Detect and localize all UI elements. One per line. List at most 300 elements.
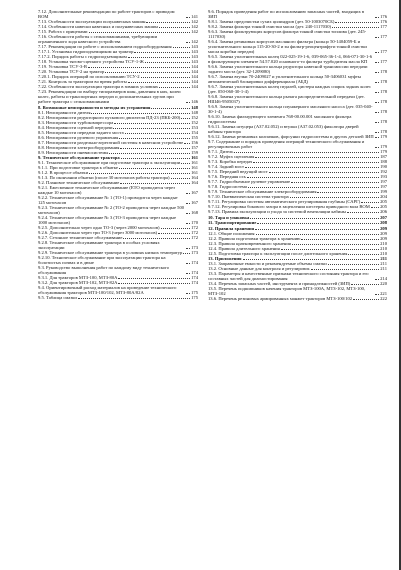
toc-entry-title: 13.1. Заправочные емкости и рекомендуемые объемы смазки [208,261,327,266]
toc-page-number: 210 [380,250,387,256]
toc-page-number: 148 [191,109,198,115]
toc-page-number: 164 [191,180,198,185]
toc-page-number: 221 [380,291,387,296]
toc-leader-dots [255,229,379,230]
toc-leader-dots [113,128,190,129]
toc-entry [38,9,198,19]
toc-entry-title: 9.7.6. Передняя ось [208,174,246,179]
toc-entry [208,286,387,296]
toc-page-number: 152 [191,119,198,125]
toc-entry [38,89,198,104]
toc-entry [208,9,387,19]
toc-entry-title: 9.7. Содержание и порядок проведения операций технического обслуживания и регулировочных работ [208,139,365,149]
toc-leader-dots [328,264,380,265]
toc-page-number: 209 [380,230,387,236]
toc-entry-title: 9.7.1. Дизель [208,149,234,154]
toc-leader-dots [128,82,190,83]
toc-leader-dots [253,162,379,163]
toc-leader-dots [361,202,379,203]
toc-entry [208,209,387,214]
toc-leader-dots [89,173,190,174]
toc-leader-dots [114,123,190,124]
toc-entry-title: 11. Транспортирование [208,220,257,225]
toc-entry [208,104,387,114]
toc-leader-dots [348,254,379,255]
toc-leader-dots [375,122,379,123]
toc-entry-title: 9.2.2. Техническое обслуживание № 1 (ТО-1) проводится через каждые 125 моточасов [38,195,178,205]
toc-page-number: 204 [380,194,387,199]
toc-leader-dots [281,249,379,250]
toc-page-number: 178 [380,119,387,124]
toc-leader-dots [118,278,190,279]
toc-leader-dots [120,148,190,149]
toc-entry-title: 7.23. Рекомендации по выбору типоразмеров шин, давления в них, колеи колес, работы и транспортных передач и дополнительных грузов при работе трактора с сельхозмашинами [38,89,181,104]
toc-entry-title: 9.2.7. Сезонное техническое обслуживание [38,235,123,240]
toc-page-number: 176 [380,19,387,24]
toc-leader-dots [375,112,379,113]
toc-page-number: 172 [191,230,198,235]
toc-entry-title: 9.2.4. Техническое обслуживание № 3 (ТО-3 проводится через каждые 1000 моточасов) [38,215,177,225]
toc-leader-dots [184,143,190,144]
toc-entry-title: 9.2.8. Техническое обслуживание трактора в особых условиях эксплуатации [38,240,160,250]
toc-entry-title: 10. Тара и упаковка [208,214,250,220]
toc-page-number: 210 [380,240,387,246]
toc-entry-title: 9.6.7. Замена уплотнительных колец педалей, цистерн каждых спарок задних колес (дет. 050-060-30-1-4) [208,84,372,94]
toc-leader-dots [128,57,190,58]
toc-leader-dots [120,183,190,184]
toc-entry-title: 8. Возможные неисправности и методы их устранения [38,104,151,110]
toc-page-number: 192 [380,169,387,174]
toc-entry-title: 13.3. Параметры и качественные признаки технического состояния трактора и его составных частей для диагностирования [208,271,369,281]
toc-entry-title: 12. Правила хранения [208,225,255,231]
toc-leader-dots [317,192,379,193]
toc-page-number: 209 [380,225,387,231]
toc-entry-title: 8.3. Неисправности турбокомпрессора [38,119,114,125]
toc-page-number: 168 [191,210,198,215]
toc-page-number: 197 [380,184,387,189]
toc-entry [38,150,198,155]
toc-leader-dots [290,197,379,198]
toc-entry [208,84,387,94]
toc-page-number: 172 [191,225,198,230]
toc-leader-dots [375,102,379,103]
toc-leader-dots [118,283,190,284]
toc-page-number: 207 [380,214,387,220]
toc-leader-dots [105,72,190,73]
toc-page-number: 142 [191,19,198,24]
toc-entry-title: 9.5. Таблица смазки [38,295,77,300]
toc-page-number: 220 [380,281,387,286]
toc-page-number: 178 [380,129,387,134]
toc-leader-dots [375,137,379,138]
toc-entry-title: 9.2.6. Дополнительно через три ТО-3 (через 3000 моточасов) [38,230,158,235]
toc-leader-dots [250,218,379,219]
toc-page-number: 187 [380,154,387,159]
toc-leader-dots [134,52,190,53]
toc-entry-title: 9.1.3. По окончании обкатки (после 30 моточасов работы трактора) [38,175,170,180]
toc-entry-title: 9.8.2. Замена фильтра тонкой очистки масла (дет. 240-1117030) [208,24,332,29]
toc-entry-title: 9.6.10. Замена фильтрующего элемента 768-00.00.001 масляного фильтра гидросистемы [208,114,352,124]
toc-leader-dots [159,87,190,88]
toc-page-number: 170 [191,220,198,225]
toc-entry [38,185,198,195]
toc-page-number: 142 [191,24,198,29]
toc-leader-dots [245,167,379,168]
toc-page-number: 199 [380,189,387,194]
toc-leader-dots [375,294,379,295]
toc-entry [208,124,387,134]
toc-page-number: 141 [191,14,198,19]
toc-entry [208,296,387,301]
toc-entry [208,29,387,39]
toc-page-number: 154 [191,129,198,135]
toc-entry-title: 7.14. Особенности навески навесных и полунавесных машин [38,24,158,29]
toc-page-number: 178 [380,89,387,94]
toc-entry-title: 13.2. Основные данные для контроля и регулировок [208,266,310,271]
toc-entry-title: 9.6.4. Замена резиновых корпусов масляного фильтра (кольцо 50-1404059-Б и уплотнительного кольца 115-20-30-2 и эн фильтр-реоцентрифуги тонкой очистки масла коробки передач) [208,39,367,54]
toc-leader-dots [248,187,379,188]
toc-entry-title: 9.6.6. Замена уплотнительного кольца редуктора навесной трансмиссии передачи заднего моста (дет. 32-1209080) [208,64,368,74]
toc-entry-title: 8.7. Неисправности раздельно-агрегатной системы в навесном устройстве [38,139,184,145]
toc-entry-title: 12.5. Подготовка трактора к эксплуатации после длительного хранения [208,250,348,256]
toc-page-number: 176 [380,14,387,19]
toc-page-number: 161 [191,155,198,160]
toc-page-number: 179 [380,144,387,149]
toc-leader-dots [186,42,190,43]
toc-page-number: 146 [191,99,198,104]
toc-leader-dots [375,72,379,73]
toc-leader-dots [158,233,190,234]
toc-entry-title: 8.4. Неисправности сцепной передачи [38,124,113,130]
toc-entry-title: 7.20.1. Порядок операций по использованию ТСУ-2 [38,74,140,79]
toc-entry [38,255,198,265]
toc-entry-title: 7.17.2. Порядок работы с гидроподъемщиком [38,54,127,59]
toc-leader-dots [186,293,190,294]
toc-page-number: 205 [380,204,387,209]
toc-entry-title: 9.7.13. Правила эксплуатации и ухода за системой вентиляции кабины [208,209,346,214]
toc-entry-title: 9.1.2. В процессе обкатки [38,170,89,175]
toc-leader-dots [121,158,190,159]
toc-page-number: 178 [380,79,387,84]
toc-leader-dots [151,108,190,109]
toc-entry-title: 9.7.9. Техническое обслуживание электрооборудования [208,189,317,194]
toc-entry-title: 9.6.7. Замена втулки 70-2409027 и уплотнительного кольца 50-3406031 муфты автоматической блокировки дифференциала (АБД) [208,74,361,84]
toc-page-number: 214 [380,276,387,281]
toc-leader-dots [186,203,190,204]
toc-leader-dots [145,62,190,63]
toc-leader-dots [186,263,190,264]
toc-page-number: 174 [191,275,198,280]
toc-entry-title: 9.7.4. Задний мост [208,164,245,169]
toc-leader-dots [375,92,379,93]
toc-page-number: 205 [380,199,387,204]
toc-entry-title: 9.6.5. Замена уплотнительных колец 022-025-19-1-6, 039-065-36-1-4, 066-071-30-1-6 в фильтрующем элементе 54.57.020 основного-то фильтра турбодизеля масла КП [208,54,373,64]
toc-leader-dots [141,77,191,78]
toc-page-number: 211 [380,261,387,266]
toc-entry [38,195,198,205]
toc-leader-dots [375,147,379,148]
toc-page-number: 142 [191,39,198,44]
toc-page-number: 142 [191,29,198,34]
toc-entry-title: 9.2.1. Ежесменное техническое обслуживание (ЕТО проводится через каждые 10 моточасов) [38,185,175,195]
toc-entry-title: 9.3. Руководство выполнения работ по каждому виду технического обслуживания [38,265,170,275]
toc-leader-dots [109,153,190,154]
toc-entry [208,114,387,124]
toc-leader-dots [291,182,379,183]
toc-leader-dots [146,22,190,23]
toc-entry-title: 7.17.1. Установка гидроподъемщиком на трактор [38,49,134,54]
toc-entry-title: 9.6.8. Замена уплотнительного кольца рычага распределительной передачи (дет. НШ46-9505037) [208,94,365,104]
toc-leader-dots [88,67,190,68]
toc-column-left [38,9,198,300]
toc-page-number: 177 [380,34,387,39]
toc-leader-dots [256,234,380,235]
toc-leader-dots [375,17,379,18]
toc-entry-title: 13.6. Перечень резиновых армированных манжет тракторов МТЗ-100/102 [208,296,353,301]
toc-entry-title: 7.16. Особенности работы с сельхозмашинами, требующими ограниченного хода навесного устройства [38,34,158,44]
toc-leader-dots [375,52,379,53]
toc-entry-title: 13. Приложения [208,256,242,261]
toc-page-number: 144 [191,64,198,69]
toc-page-number: 143 [191,44,198,49]
toc-page-number: 156 [191,139,198,145]
toc-entry-title: 13.4. Перечень запасных частей, инструмента и принадлежностей (ЗИП) [208,281,351,286]
toc-page-number: 190 [380,164,387,169]
toc-entry [38,285,198,295]
toc-leader-dots [186,248,190,249]
toc-page-number: 193 [380,174,387,179]
toc-page-number: 161 [191,165,198,170]
toc-entry-title: 9.7.5. Передний ведущий мост [208,169,268,174]
toc-leader-dots [186,102,190,103]
toc-page-number: 177 [380,59,387,64]
toc-entry [38,240,198,250]
toc-entry-title: 9.7.8. Гидросистема [208,184,247,189]
toc-page-number: 209 [380,235,387,241]
toc-leader-dots [91,113,190,114]
toc-page-number: 175 [191,295,198,300]
toc-page-number: 174 [191,280,198,285]
toc-leader-dots [119,168,190,169]
toc-entry-title: 9.8.1. Замена предочистки сухих цилиндров (дет. 50-1003070СБ) [208,19,335,24]
toc-page-number: 175 [191,290,198,295]
toc-page-number: 152 [191,114,198,120]
toc-entry-title: 8.2. Неисправности редукторного пускового двигателя ПД-23 (ПКБ-200) [38,114,181,120]
toc-leader-dots [171,178,191,179]
toc-entry-title: 9.2. Плановое техническое обслуживание [38,180,120,185]
toc-section-entry [208,215,387,220]
toc-leader-dots [353,299,379,300]
toc-page-number: 167 [191,200,198,205]
toc-entry-title: 7.19. Установка ТСУ-3-В [38,64,87,69]
toc-entry-title: 9.6.12. Замена резиновых колпачков, форсунки гидросистемы и других деталей ЗИП [208,134,374,139]
toc-page-number: 153 [191,124,198,130]
toc-leader-dots [159,27,190,28]
toc-leader-dots [186,223,190,224]
toc-leader-dots [255,157,379,158]
toc-entry [208,39,387,54]
toc-entry-title: 8.1. Неисправности дизеля [38,109,91,115]
toc-entry-title: 8.5. Неисправности передачи заднего моста [38,129,124,135]
toc-page-number: 177 [380,24,387,29]
toc-leader-dots [375,62,379,63]
toc-leader-dots [375,279,379,280]
toc-page-number: 206 [380,209,387,214]
toc-page-number: 208 [380,220,387,225]
toc-entry-title: 9.2.9. Техническое обслуживание трактора в условиях низких температур [38,250,183,255]
toc-entry-title: 9.2.10. Техническое обслуживание при эксплуатации трактора на болотистых почвах и в дюне [38,255,166,265]
toc-leader-dots [375,37,379,38]
toc-leader-dots [89,32,191,33]
toc-page-number: 197 [380,179,387,184]
toc-leader-dots [234,152,379,153]
toc-entry-title: 9.1.1. При подготовке трактора к обкатке [38,165,118,170]
toc-entry-title: 9.6.9. Замена уплотнительного кольца плунжерного масляного насоса (дет. 035-040-30-1-4) [208,104,373,114]
toc-leader-dots [181,118,190,119]
toc-page-number: 144 [191,69,198,74]
toc-leader-dots [332,27,379,28]
toc-entry-title: 12.4. Правила длительного хранения [208,245,280,251]
toc-entry-title: 7.18. Установка тягово-сцепного устройства ТСУ-1-Ж [38,59,144,64]
toc-page-number: 179 [380,149,387,154]
toc-entry-title: 9.7.3. Коробка передач [208,159,253,164]
toc-page-number: 177 [380,49,387,54]
toc-leader-dots [257,223,379,224]
toc-entry-title: 9.4. Ориентировочный расход материалов на проведение технического обслуживания тракторов МТЗ-100/102, МТЗ-80А/82А [38,285,177,295]
toc-entry-title: 9.7.7. Гидрообъемное рулевое управление [208,179,291,184]
toc-entry-title: 8.8. Неисправности электрооборудования [38,144,120,150]
toc-entry [38,205,198,215]
toc-page-number: 167 [191,190,198,195]
toc-entry-title: 9.3.2. Для тракторов МТЗ-102, МТЗ-82А [38,280,118,285]
toc-page-number: 143 [191,59,198,64]
toc-leader-dots [375,132,379,133]
toc-entry-title: 12.3. Правила кратковременного хранения [208,240,291,246]
toc-page-number: 164 [191,175,198,180]
toc-entry-title: 9.2.5. Дополнительно через одно ТО-3 (через 2000 моточасов) [38,225,160,230]
toc-entry-title: 9.1. Техническое обслуживание при подготовке трактора к эксплуатации [38,160,181,165]
toc-leader-dots [375,82,379,83]
toc-leader-dots [186,273,190,274]
toc-entry [38,295,198,300]
toc-entry-title: 13.5. Перечень подшипников качения тракторов МТЗ-100А, МТЗ-102, МТЗ-100, МТЗ-102 [208,286,366,296]
toc-page-number: 173 [191,245,198,250]
toc-entry-title: 9.7.2. Муфта сцепления [208,154,255,159]
toc-entry-title: 9.6. Порядок проведения работ по использованию запасных частей, входящих в ЗИП [208,9,365,19]
toc-entry [38,34,198,44]
toc-section-entry [208,220,387,225]
toc-page-number: 144 [191,74,198,79]
toc-leader-dots [123,238,190,239]
toc-entry-title: 8.9. Неисправности пневмосистемы [38,149,109,155]
toc-entry [208,54,387,64]
toc-entry [208,94,387,104]
toc-page-number: 144 [191,79,198,84]
toc-leader-dots [335,22,379,23]
toc-page-number: 173 [191,250,198,255]
toc-entry-title: 8.6. Неисправности рулевого управления [38,134,119,140]
toc-page-number: 144 [191,84,198,89]
toc-entry [208,251,387,256]
toc-page-number: 174 [191,270,198,275]
toc-page-number: 174 [191,260,198,265]
toc-entry-title: 12.1. Общие положения [208,230,255,236]
toc-page-number: 161 [191,170,198,175]
toc-leader-dots [243,259,380,260]
toc-entry [38,215,198,225]
toc-column-right [208,9,387,301]
toc-page-number: 148 [191,104,198,110]
toc-page-number: 161 [191,160,198,165]
toc-entry [208,139,387,149]
toc-leader-dots [186,193,190,194]
toc-entry-title: 12.2. Правила подготовки трактора к хранению [208,235,301,241]
toc-entry-title: 7.12. Дополнительные рекомендации по работе тракторов с приводом ВОМ [38,9,175,19]
toc-leader-dots [181,163,190,164]
toc-page-number: 211 [380,266,387,271]
toc-leader-dots [78,298,190,299]
toc-entry-title: 9. Техническое обслуживание трактора [38,155,120,160]
toc-entry-title: 9.2.3. Техническое обслуживание № 2 (ТО-2 проводится через каждые 500 моточасов) [38,205,185,215]
toc-leader-dots [125,133,190,134]
toc-leader-dots [269,172,379,173]
toc-entry-title: 7.22. Особенности эксплуатации трактора в зимних условиях [38,84,159,89]
toc-entry [208,271,387,281]
toc-page-number: 143 [191,49,198,54]
toc-entry-title: 7.20. Установка ТСУ-2 на трактор [38,69,105,74]
toc-page-number: 210 [380,245,387,251]
toc-entry [38,265,198,275]
toc-page-number: 143 [191,54,198,59]
toc-leader-dots [247,177,379,178]
toc-page-number: 172 [191,235,198,240]
toc-leader-dots [119,138,190,139]
toc-entry-title: 9.3.1. Для тракторов МТЗ-100, МТЗ-80А [38,275,118,280]
toc-leader-dots [186,213,190,214]
toc-leader-dots [183,253,190,254]
toc-entry [208,74,387,84]
toc-leader-dots [186,17,190,18]
toc-leader-dots [173,47,190,48]
toc-entry-title: 9.7.11. Регулировка системы автоматического регулирования глубины (САРГ) [208,199,361,204]
toc-leader-dots [371,207,379,208]
toc-entry-title: 7.13. Особенности эксплуатации полунавесных машин [38,19,146,24]
toc-page-number: 159 [191,149,198,155]
toc-entry-title: 9.7.10. Пневматическая система трактора [208,194,289,199]
toc-page-number: 211 [380,256,387,261]
toc-page-number: 178 [380,99,387,104]
toc-leader-dots [347,212,379,213]
toc-entry-title: 9.6.3. Замена фильтрующих корпусов фильтра тонкой очистки топлива (дет. 245-1117030) [208,29,367,39]
toc-entry-title: 9.7.12. Регулировка бокового зазора в зацеплении шестерен приводного вала ВОМ [208,204,370,209]
toc-page-number: 155 [191,134,198,140]
toc-leader-dots [311,269,380,270]
toc-page-number: 188 [380,159,387,164]
toc-leader-dots [301,239,379,240]
toc-entry [208,64,387,74]
toc-leader-dots [161,228,191,229]
toc-page-number: 222 [380,296,387,301]
toc-entry-title: 7.15. Работа с прицепами [38,29,88,34]
toc-entry-title: 7.21. Контроль за трактором во время работы [38,79,127,84]
toc-leader-dots [292,244,379,245]
toc-page-number: 179 [380,134,387,139]
toc-page-number: 157 [191,144,198,150]
toc-entry-title: 7.17. Рекомендации по работе с использованием гидрооборудования [38,44,172,49]
toc-page-number: 178 [380,69,387,74]
toc-page-number: 178 [380,109,387,114]
toc-leader-dots [351,284,379,285]
